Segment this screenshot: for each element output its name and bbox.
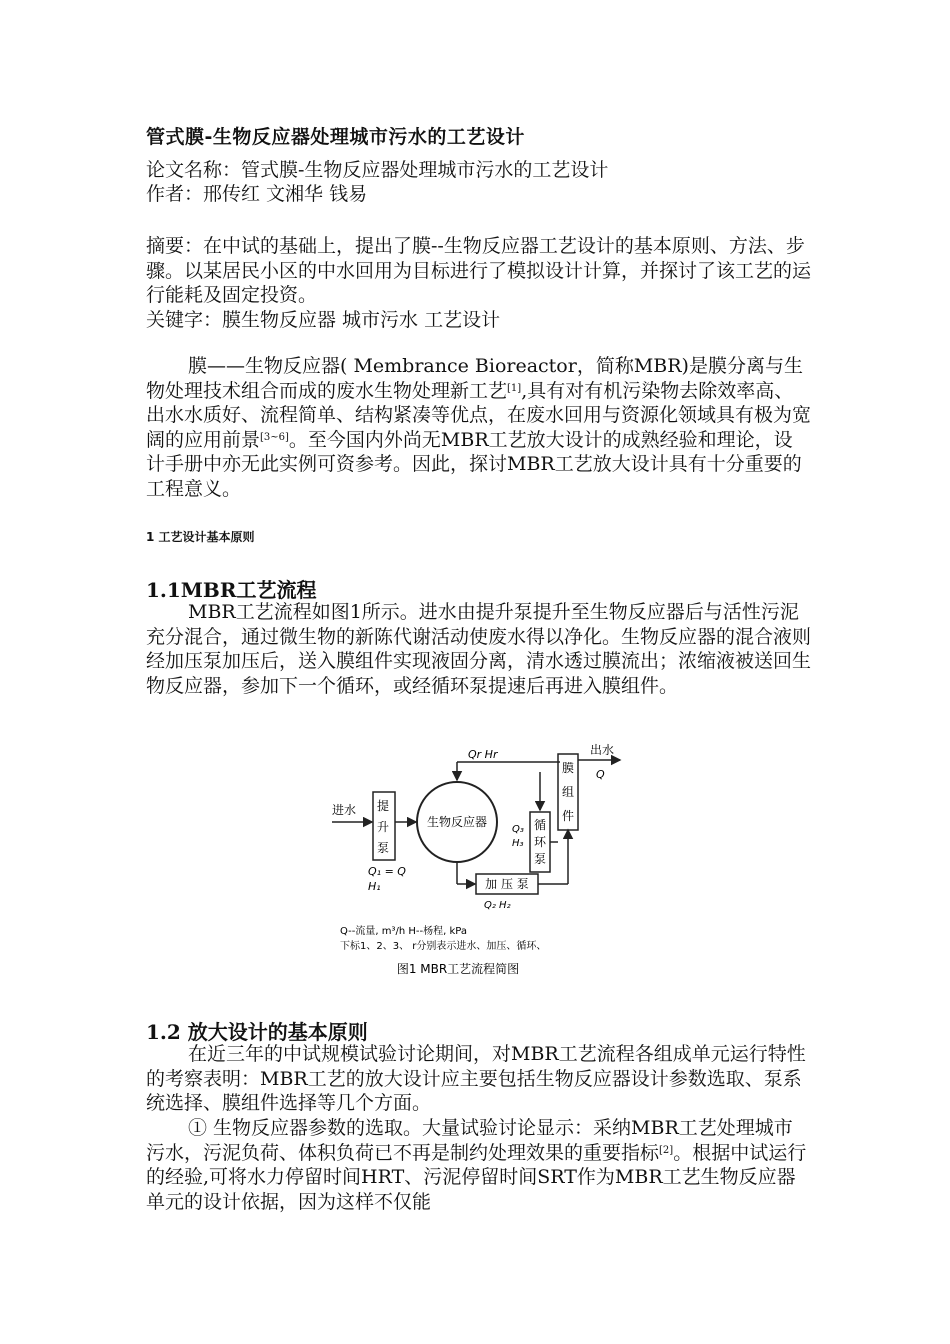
h3-label: H₃ — [512, 838, 524, 849]
figure-legend-1: Q--流量, m³/h H--杨程, kPa — [340, 926, 467, 937]
intro-text-2: ,具有对有机污染物去除效率高、出水水质好、流程简单、结构紧凑等优点，在废水回用与资源化领域具有极为宽阔的应用前景 — [146, 379, 812, 451]
outflow-label: 出水 — [590, 743, 615, 757]
membrane-char-3: 件 — [562, 809, 575, 823]
lift-pump-char-1: 提 — [377, 799, 390, 813]
paper-name: 论文名称：管式膜-生物反应器处理城市污水的工艺设计 — [146, 159, 609, 181]
circ-pump-char-2: 环 — [534, 835, 547, 849]
figure-caption: 图1 MBR工艺流程简图 — [396, 962, 520, 976]
intro-text-1: 膜——生物反应器( Membrance Bioreactor，简称MBR)是膜分离与生物处理技术组合而成的废水生物处理新工艺 — [146, 355, 803, 402]
section-1-1-heading: 1.1MBR工艺流程 — [146, 578, 317, 602]
keywords: 关键字：膜生物反应器 城市污水 工艺设计 — [146, 309, 501, 331]
outflow-q-label: Q — [596, 768, 605, 781]
abstract: 摘要：在中试的基础上，提出了膜--生物反应器工艺设计的基本原则、方法、步骤。以某居民小区的中水回用为目标进行了模拟设计计算，并探讨了该工艺的运行能耗及固定投资。 — [146, 235, 812, 306]
authors: 作者：邢传红 文湘华 钱易 — [146, 183, 368, 205]
section-1-2-paragraph-2 — [146, 1116, 811, 1214]
figure-legend-2: 下标1、2、3、 r分别表示进水、加压、循环、 — [340, 941, 547, 952]
ref-3-6: [3~6] — [260, 431, 289, 443]
membrane-char-1: 膜 — [562, 761, 575, 775]
circ-pump-char-1: 循 — [534, 818, 547, 832]
section-1-1-text: MBR工艺流程如图1所示。进水由提升泵提升至生物反应器后与活性污泥充分混合，通过微生物的新陈代谢活动使废水得以净化。生物反应器的混合液则经加压泵加压后，送入膜组件实现液固分离，清水透过膜流出；浓缩液被送回生物反应器，参加下一个循环，或经循环泵提速后再进入膜组件。 — [146, 601, 812, 697]
section-1-heading: 1 工艺设计基本原则 — [146, 530, 255, 544]
intro-paragraph — [146, 354, 811, 501]
intro-text-3: 。至今国内外尚无MBR工艺放大设计的成熟经验和理论，设计手册中亦无此实例可资参考。因此，探讨MBR工艺放大设计具有十分重要的工程意义。 — [146, 428, 802, 500]
p2-text-b: 。根据中试运行的经验,可将水力停留时间HRT、污泥停留时间SRT作为MBR工艺生物反应器单元的设计依据，因为这样不仅能 — [146, 1141, 807, 1213]
q1-label: Q₁ = Q — [368, 865, 406, 878]
section-1-2-paragraph-1: 在近三年的中试规模试验讨论期间，对MBR工艺流程各组成单元运行特性的考察表明：MBR工艺的放大设计应主要包括生物反应器设计参数选取、泵系统选择、膜组件选择等几个方面。 — [146, 1043, 806, 1114]
p2-text-a: ① 生物反应器参数的选取。大量试验讨论显示：采纳MBR工艺处理城市污水，污泥负荷、体积负荷已不再是制约处理效果的重要指标 — [146, 1117, 793, 1164]
ref-2: [2] — [659, 1144, 674, 1156]
qr-hr-label: Qr Hr — [468, 748, 498, 761]
lift-pump-char-3: 泵 — [377, 841, 390, 855]
section-1-2-heading: 1.2 放大设计的基本原则 — [146, 1020, 368, 1044]
bioreactor-label: 生物反应器 — [426, 815, 488, 829]
inflow-label: 进水 — [332, 803, 357, 817]
lift-pump-char-2: 升 — [377, 820, 390, 834]
document-title: 管式膜-生物反应器处理城市污水的工艺设计 — [146, 126, 525, 148]
q2-h2-label: Q₂ H₂ — [484, 900, 511, 911]
h1-label: H₁ — [368, 880, 381, 893]
q3-label: Q₃ — [512, 824, 524, 835]
circ-pump-char-3: 泵 — [534, 852, 547, 866]
ref-1: [1] — [507, 382, 522, 394]
mbr-flow-figure — [320, 742, 640, 986]
press-pump-label: 加 压 泵 — [485, 877, 529, 891]
membrane-char-2: 组 — [562, 785, 575, 799]
mbr-flow-diagram — [320, 742, 640, 982]
